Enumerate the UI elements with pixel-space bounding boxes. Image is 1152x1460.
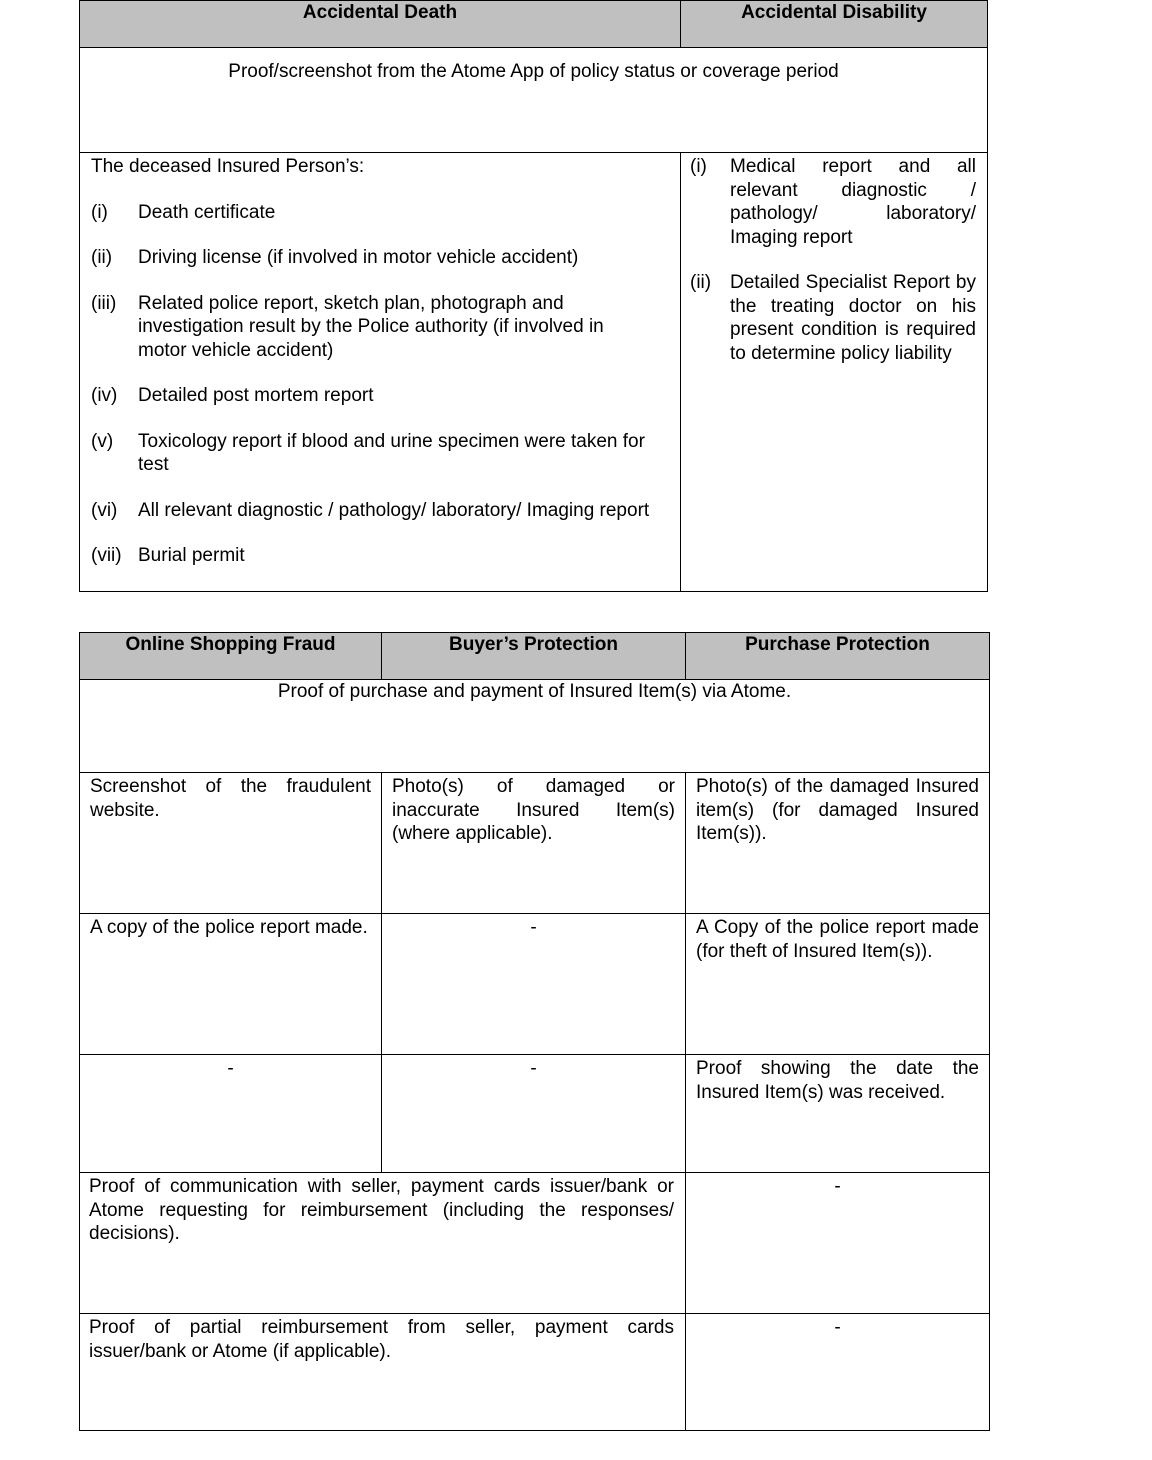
disability-documents <box>681 153 988 592</box>
purchase-cell: A Copy of the police report made (for theft of Insured Item(s)). <box>686 914 990 1055</box>
header-purchase-protection: Purchase Protection <box>686 633 990 680</box>
purchase-cell: Photo(s) of the damaged Insured item(s) (for damaged Insured Item(s)). <box>686 773 990 914</box>
purchase-cell: - <box>686 1314 990 1431</box>
buyers-cell: Photo(s) of damaged or inaccurate Insured Item(s) (where applicable). <box>382 773 686 914</box>
fraud-cell: - <box>80 1055 382 1173</box>
death-documents <box>80 153 681 592</box>
list-item: (vi) All relevant diagnostic / pathology/ laboratory/ Imaging report <box>91 499 650 521</box>
common-requirement: Proof/screenshot from the Atome App of policy status or coverage period <box>80 48 988 153</box>
common-requirement: Proof of purchase and payment of Insured Item(s) via Atome. <box>80 680 990 773</box>
header-accidental-disability: Accidental Disability <box>681 1 988 48</box>
claims-table-purchase <box>79 632 990 1431</box>
list-item: (vii) Burial permit <box>91 545 245 566</box>
list-item: (i) Medical report and all relevant diagnostic / pathology/ laboratory/ Imaging report <box>690 156 976 248</box>
buyers-cell: - <box>382 1055 686 1173</box>
purchase-cell: - <box>686 1173 990 1314</box>
claims-table-accidental <box>79 0 988 592</box>
disability-list <box>690 155 976 365</box>
death-lead: The deceased Insured Person’s: <box>91 156 365 177</box>
fraud-cell: Screenshot of the fraudulent website. <box>80 773 382 914</box>
header-accidental-death: Accidental Death <box>80 1 681 48</box>
table-row <box>80 914 990 1055</box>
list-item: (v) Toxicology report if blood and urine specimen were taken for test <box>91 430 645 475</box>
common-row <box>80 680 990 773</box>
list-item: (iii) Related police report, sketch plan, photograph and investigation result by the Police authority (if involved in motor vehicle accident) <box>91 292 604 361</box>
documents-row <box>80 153 988 592</box>
header-row <box>80 1 988 48</box>
table-row <box>80 1173 990 1314</box>
merged-cell: Proof of partial reimbursement from seller, payment cards issuer/bank or Atome (if applicable). <box>80 1314 686 1431</box>
list-item: (iv) Detailed post mortem report <box>91 385 374 406</box>
header-online-shopping-fraud: Online Shopping Fraud <box>80 633 382 680</box>
table-row <box>80 1314 990 1431</box>
common-row <box>80 48 988 153</box>
merged-cell: Proof of communication with seller, payment cards issuer/bank or Atome requesting for reimbursement (including the responses/ decisions). <box>80 1173 686 1314</box>
table-row <box>80 1055 990 1173</box>
purchase-cell: Proof showing the date the Insured Item(s) was received. <box>686 1055 990 1173</box>
header-row <box>80 633 990 680</box>
buyers-cell: - <box>382 914 686 1055</box>
list-item: (i) Death certificate <box>91 201 276 223</box>
table-row <box>80 773 990 914</box>
death-list <box>91 201 670 568</box>
list-item: (ii) Driving license (if involved in motor vehicle accident) <box>91 247 579 268</box>
fraud-cell: A copy of the police report made. <box>80 914 382 1055</box>
list-item: (ii) Detailed Specialist Report by the treating doctor on his present condition is required to determine policy liability <box>690 272 976 364</box>
header-buyers-protection: Buyer’s Protection <box>382 633 686 680</box>
